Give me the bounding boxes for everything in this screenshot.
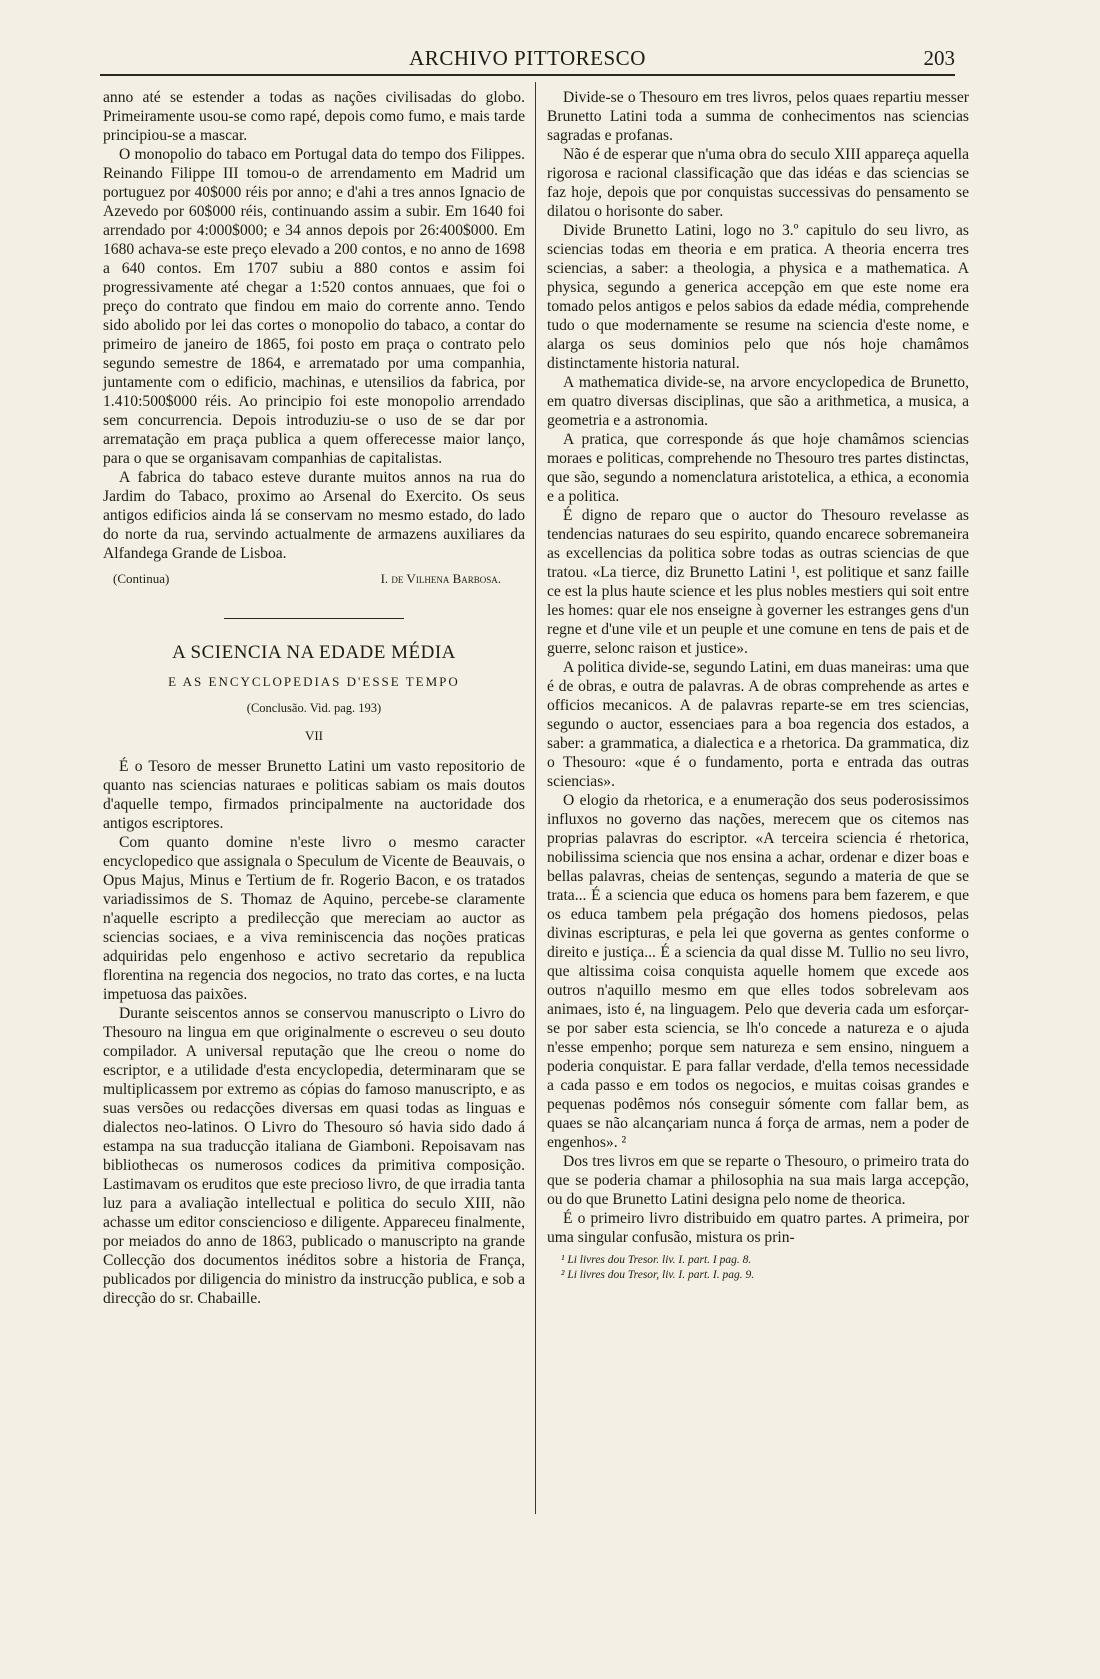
- paragraph: A politica divide-se, segundo Latini, em duas maneiras: uma que é de obras, e outra de palavras. A de obras comprehende as artes e officios mecanicos. A de palavras reparte-se em tres sciencias, segundo o auctor, essenciaes para a boa regencia dos estados, a saber: a grammatica, a dialectica e a rhetorica. Da grammatica, diz o Thesouro: «que é o fundamento, porta e entrada das outras sciencias».: [547, 659, 969, 790]
- column-divider: [535, 82, 536, 1514]
- publication-title: ARCHIVO PITTORESCO: [409, 46, 646, 70]
- paragraph: O monopolio do tabaco em Portugal data do tempo dos Filippes. Reinando Filippe III tomou-o de arrendamento em Madrid um portuguez por 40$000 réis por anno; e d'ahi a tres annos Ignacio de Azevedo por 60$000 réis, continuando assim a subir. Em 1640 foi arrendado por 4:000$000; e 34 annos depois por 26:400$000. Em 1680 achava-se este preço elevado a 200 contos, e no anno de 1698 a 640 contos. Em 1707 subiu a 880 contos e assim foi progressivamente até chegar a 1:520 contos annuaes, que foi o preço do contrato que findou em maio do corrente anno. Tendo sido abolido por lei das cortes o monopolio do tabaco, a contar do primeiro de janeiro de 1865, foi posto em praça o contrato pelo segundo semestre de 1864, e arrematado por uma companhia, juntamente com o edificio, machinas, e utensilios da fabrica, por 1.410:500$000 réis. Ao principio foi este monopolio arrendado sem concurrencia. Depois introduziu-se o uso de se dar por arrematação em praça publica a quem offerecesse maior lanço, para o que se organisavam companhias de capitalistas.: [103, 146, 525, 467]
- paragraph: Divide-se o Thesouro em tres livros, pelos quaes repartiu messer Brunetto Latini toda a summa de conhecimentos nas sciencias sagradas e profanas.: [547, 89, 969, 144]
- paragraph: Dos tres livros em que se reparte o Thesouro, o primeiro trata do que se poderia chamar a philosophia na sua mais larga accepção, ou do que Brunetto Latini designa pelo nome de theorica.: [547, 1153, 969, 1208]
- footnote: ² Li livres dou Tresor, liv. I. part. I. pag. 9.: [561, 1269, 755, 1281]
- paragraph: É o primeiro livro distribuido em quatro partes. A primeira, por uma singular confusão, mistura os prin-: [547, 1210, 969, 1246]
- page-header: [100, 46, 955, 76]
- paragraph: A mathematica divide-se, na arvore encyclopedica de Brunetto, em quatro diversas disciplinas, que são a arithmetica, a musica, a geometria e a astronomia.: [547, 374, 969, 429]
- article-subtitle: E AS ENCYCLOPEDIAS D'ESSE TEMPO: [168, 674, 460, 689]
- paragraph: É o Tesoro de messer Brunetto Latini um vasto repositorio de quanto nas sciencias naturaes e politicas sabiam os mais doutos d'aquelle tempo, firmados principalmente na auctoridade dos antigos escriptores.: [103, 758, 525, 832]
- article-signature-line: [103, 569, 525, 588]
- paragraph: Durante seiscentos annos se conservou manuscripto o Livro do Thesouro na lingua em que originalmente o escreveu o seu douto compilador. A universal reputação que lhe creou o nome do escriptor, e a utilidade d'esta encyclopedia, determinaram que se multiplicassem por extremo as cópias do famoso manuscripto, e as suas versões ou redacções diversas em quasi todas as linguas e dialectos neo-latinos. O Livro do Thesouro só havia sido dado á estampa na sua traducção italiana de Giamboni. Repoisavam nas bibliothecas os numerosos codices da primitiva composição. Lastimavam os eruditos que este precioso livro, de que irradia tanta luz para a avaliação intellectual e politica do seculo XIII, não achasse um editor consciencioso e diligente. Appareceu finalmente, por meiados do anno de 1863, publicado o manuscripto na grande Collecção dos documentos inéditos sobre a historia de França, publicados por diligencia do ministro da instrucção publica, e sob a direcção do sr. Chabaille.: [103, 1005, 525, 1307]
- conclusion-note: (Conclusão. Vid. pag. 193): [246, 701, 382, 715]
- paragraph: anno até se estender a todas as nações civilisadas do globo. Primeiramente usou-se como rapé, depois como fumo, e mais tarde principiou-se a mascar.: [103, 89, 525, 144]
- paragraph: É digno de reparo que o auctor do Thesouro revelasse as tendencias naturaes do seu espirito, quando encarece sobremaneira as excellencias da politica sobre todas as outras sciencias de que tratou. «La tierce, diz Brunetto Latini ¹, est politique et sanz faille ce est la plus haute science et les plus nobles mestiers qui soit entre les homes: quar ele nos enseigne à governer les estranges gens d'un regne et d'une vile et un peuple et une comune en tens de pais et de guerre, selonc raison et justice».: [547, 507, 969, 657]
- paragraph: A fabrica do tabaco esteve durante muitos annos na rua do Jardim do Tabaco, proximo ao Arsenal do Exercito. Os seus antigos edificios ainda lá se conservam no mesmo estado, do lado do norte da rua, servindo actualmente de armazens auxiliares da Alfandega Grande de Lisboa.: [103, 469, 525, 562]
- page-number: 203: [923, 46, 955, 70]
- paragraph: O elogio da rhetorica, e a enumeração dos seus poderosissimos influxos no governo das nações, merecem que os citemos nas proprias palavras do escriptor. «A terceira sciencia é rhetorica, nobilissima sciencia que nos ensina a achar, ordenar e dizer boas e bellas palavras, cheias de sentenças, segundo a materia de que se trata... É a sciencia que educa os homens para bem fazerem, e que os educa tambem pela prégação dos homens piedosos, pelas divinas escripturas, e pela lei que governa as gentes conforme o direito e justiça... É a sciencia da qual disse M. Tullio no seu livro, que altissima coisa conquista aquelle homem que excede aos outros n'aquillo mesmo em que elles todos sobrelevam aos animaes, isto é, na linguagem. Pelo que deveria cada um esforçar-se por saber esta sciencia, se lh'o concede a natureza e o ajuda n'esse empenho; porque sem natureza e sem ensino, ninguem a poderia conquistar. E para fallar verdade, d'ella temos necessidade a cada passo e em todos os negocios, e muitas coisas grandes e pequenas podêmos nós conseguir sómente com fallar bem, as quaes se não alcançariam nunca á força de armas, nem a poder de engenhos». ²: [547, 792, 969, 1151]
- continua-note: (Continua): [113, 571, 170, 586]
- header-rule: [100, 74, 955, 76]
- paragraph: A pratica, que corresponde ás que hoje chamâmos sciencias moraes e politicas, comprehende no Thesouro tres partes distinctas, que são, segundo a nomenclatura aristotelica, a ethica, a economia e a politica.: [547, 431, 969, 505]
- section-number: VII: [304, 728, 324, 743]
- article-divider: [224, 618, 404, 619]
- footnotes: [547, 1253, 969, 1283]
- author-signature: I. de Vilhena Barbosa.: [380, 571, 501, 586]
- paragraph: Não é de esperar que n'uma obra do seculo XIII appareça aquella rigorosa e racional classificação que das idéas e das sciencias se faz hoje, depois que por conquistas successivas do pensamento se dilatou o horisonte do saber.: [547, 146, 969, 220]
- left-column: [103, 88, 525, 1308]
- article-title: A SCIENCIA NA EDADE MÉDIA: [172, 642, 456, 663]
- paragraph: Divide Brunetto Latini, logo no 3.º capitulo do seu livro, as sciencias todas em theoria e em pratica. A theoria encerra tres sciencias, a saber: a theologia, a physica e a mathematica. A physica, segundo a generica accepção em que este nome era tomado pelos antigos e pelos sabios da edade média, comprehende tudo o que modernamente se resume na sciencia d'este nome, e alarga os seus dominios pelo que nós hoje chamâmos distinctamente historia natural.: [547, 222, 969, 372]
- paragraph: Com quanto domine n'este livro o mesmo caracter encyclopedico que assignala o Speculum de Vicente de Beauvais, o Opus Majus, Minus e Tertium de fr. Rogerio Bacon, e os tratados variadissimos de S. Thomaz de Aquino, percebe-se claramente n'aquelle escripto a predilecção que mereciam ao auctor as sciencias sociaes, e a viva reminiscencia das noções praticas adquiridas pelo engenhoso e activo secretario da republica florentina na regencia dos negocios, no trato das cortes, e na lucta impetuosa das paixões.: [103, 834, 525, 1003]
- right-column: [547, 88, 969, 1283]
- footnote: ¹ Li livres dou Tresor. liv. I. part. I pag. 8.: [561, 1254, 752, 1266]
